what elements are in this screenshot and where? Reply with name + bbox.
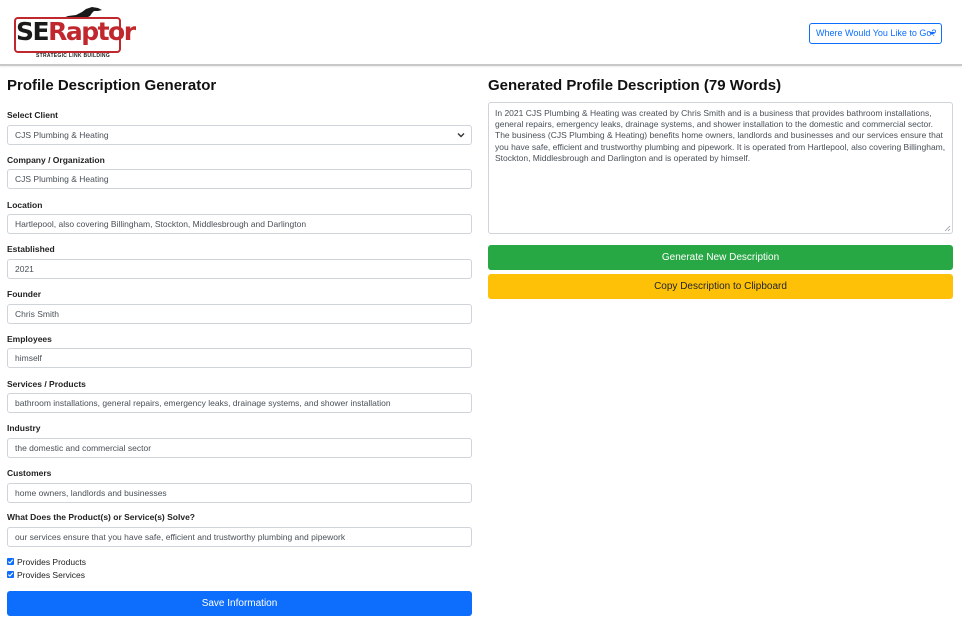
- founder-label: Founder: [7, 289, 41, 299]
- employees-input[interactable]: himself: [7, 348, 472, 368]
- customers-label: Customers: [7, 468, 52, 478]
- generated-description-text: In 2021 CJS Plumbing & Heating was created by Chris Smith and is a business that provides bathroom installations, general repairs, emergency leaks, drainage systems, and shower installation to the domestic and commercial sector. The business (CJS Plumbing & Heating) benefits home owners, landlords and businesses and our services ensure that you have safe, efficient and trustworthy plumbing and pipework. It is operated from Hartlepool, also covering Billingham, Stockton, Middlesbrough and Darlington and is operated by himself.: [495, 108, 946, 163]
- checkmark-icon: [7, 571, 14, 578]
- industry-input[interactable]: the domestic and commercial sector: [7, 438, 472, 458]
- checkmark-icon: [7, 558, 14, 565]
- seraptor-logo[interactable]: [14, 8, 135, 59]
- customers-input[interactable]: home owners, landlords and businesses: [7, 483, 472, 503]
- client-label: Select Client: [7, 110, 59, 120]
- company-label: Company / Organization: [7, 155, 105, 165]
- founder-input[interactable]: Chris Smith: [7, 304, 472, 324]
- generate-description-button[interactable]: Generate New Description: [488, 245, 953, 270]
- navigation-dropdown-label: Where Would You Like to Go?: [816, 28, 937, 38]
- navigation-dropdown[interactable]: [809, 23, 942, 44]
- caret-down-icon: [929, 32, 935, 35]
- client-select-value: CJS Plumbing & Heating: [15, 130, 109, 140]
- logo-wordmark: SERaptor: [16, 17, 135, 46]
- resize-grip-icon[interactable]: [944, 225, 951, 232]
- provides-services-checkbox[interactable]: [7, 571, 14, 578]
- output-title: Generated Profile Description (79 Words): [488, 77, 782, 94]
- client-select[interactable]: [7, 125, 472, 145]
- established-input[interactable]: 2021: [7, 259, 472, 279]
- provides-products-checkbox[interactable]: [7, 558, 14, 565]
- solves-input[interactable]: our services ensure that you have safe, efficient and trustworthy plumbing and pipework: [7, 527, 472, 547]
- location-input[interactable]: Hartlepool, also covering Billingham, Stockton, Middlesbrough and Darlington: [7, 214, 472, 234]
- top-header: [0, 0, 962, 66]
- chevron-down-icon: [457, 131, 465, 139]
- employees-label: Employees: [7, 334, 52, 344]
- industry-label: Industry: [7, 423, 41, 433]
- solves-label: What Does the Product(s) or Service(s) Solve?: [7, 512, 195, 522]
- form-title: Profile Description Generator: [7, 77, 217, 94]
- copy-description-button[interactable]: Copy Description to Clipboard: [488, 274, 953, 299]
- logo-tagline: STRATEGIC LINK BUILDING: [36, 53, 111, 59]
- generated-description-textarea[interactable]: [488, 102, 953, 234]
- company-input[interactable]: CJS Plumbing & Heating: [7, 169, 472, 189]
- location-label: Location: [7, 200, 43, 210]
- established-label: Established: [7, 244, 55, 254]
- services-input[interactable]: bathroom installations, general repairs, emergency leaks, drainage systems, and shower installation: [7, 393, 472, 413]
- provides-services-label: Provides Services: [17, 570, 86, 580]
- provides-products-label: Provides Products: [17, 557, 86, 567]
- services-label: Services / Products: [7, 379, 86, 389]
- save-information-button[interactable]: Save Information: [7, 591, 472, 616]
